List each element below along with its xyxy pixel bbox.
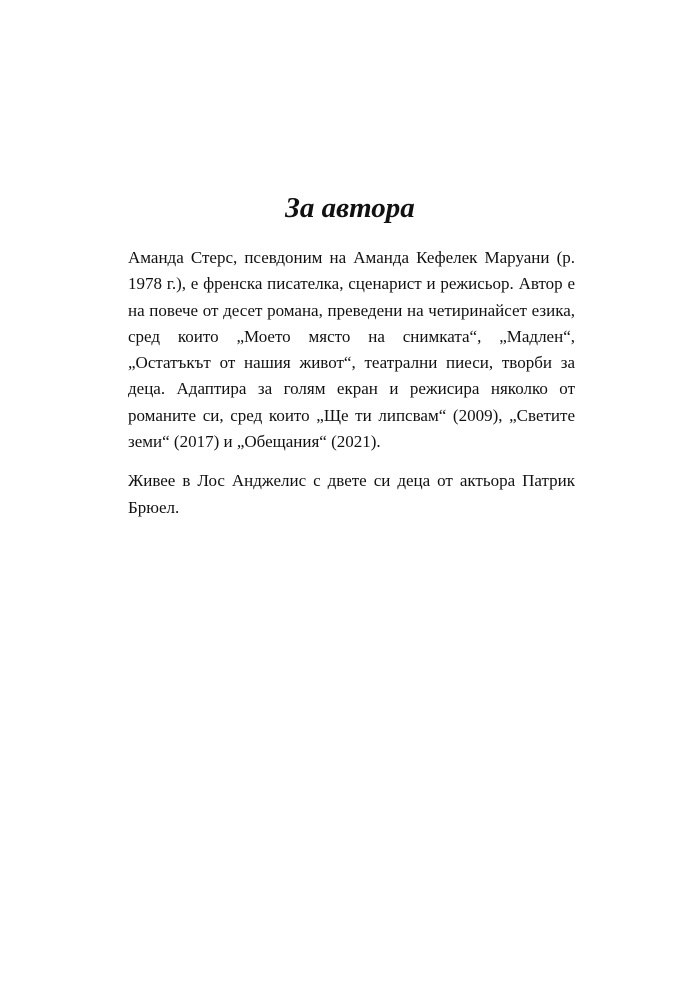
section-title: За автора <box>285 192 415 224</box>
author-bio <box>128 245 575 534</box>
bio-paragraph-2: Живее в Лос Анджелис с двете си деца от актьора Патрик Брюел. <box>128 471 575 517</box>
bio-paragraph-1: Аманда Стерс, псевдоним на Аманда Кефелек Маруани (р. 1978 г.), е френска писателка, сценарист и режисьор. Автор е на повече от десет романа, преведени на четиринайсет езика, сред които „Моето място на снимката“, „Мадлен“, „Остатъкът от нашия живот“, театрални пиеси, творби за деца. Адаптира за голям екран и режисира няколко от романите си, сред които „Ще ти липсвам“ (2009), „Светите земи“ (2017) и „Обещания“ (2021). <box>128 248 575 452</box>
